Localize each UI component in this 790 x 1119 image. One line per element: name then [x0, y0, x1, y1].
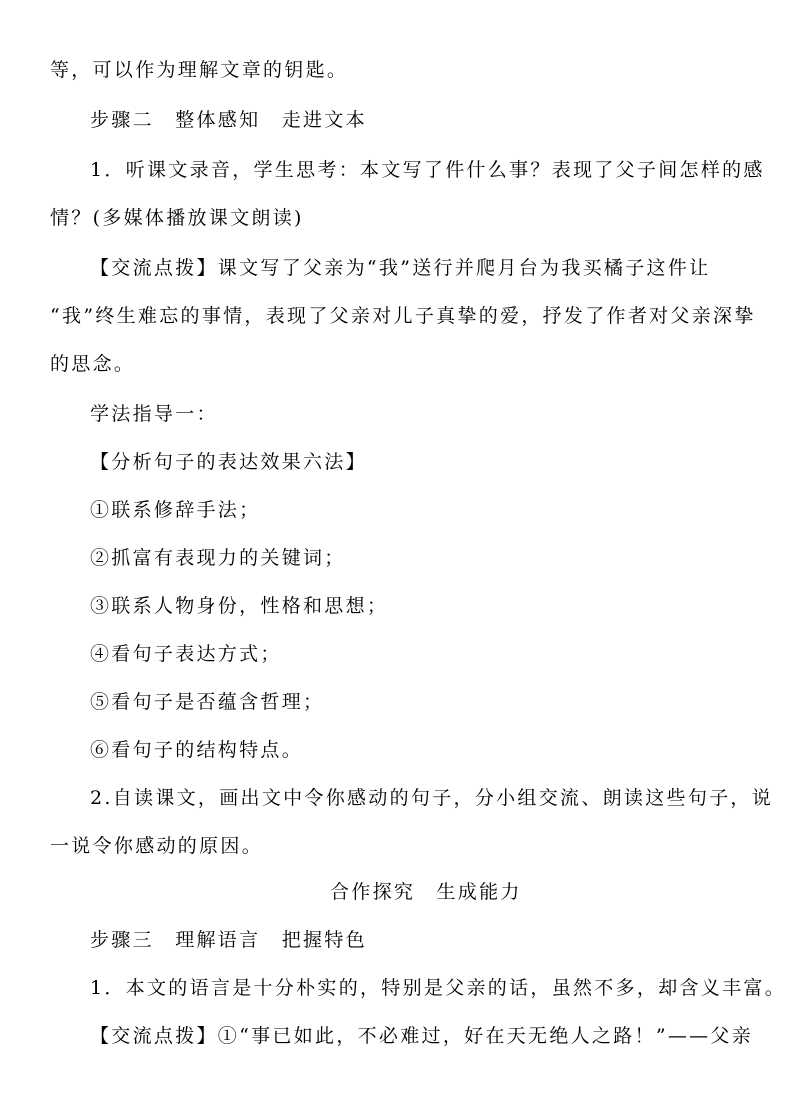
method-guide-heading: 学法指导一： [90, 403, 218, 425]
question-one-continuation: 情？(多媒体播放课文朗读) [50, 207, 304, 229]
discussion-note-continuation: “我”终生难忘的事情，表现了父亲对儿子真挚的爱，抒发了作者对父亲深挚 [50, 305, 756, 327]
discussion-note-end: 的思念。 [50, 353, 136, 375]
step-two-heading: 步骤二 整体感知 走进文本 [90, 109, 367, 131]
method-item: ⑤看句子是否蕴含哲理； [90, 691, 325, 713]
six-methods-title: 【分析句子的表达效果六法】 [90, 451, 367, 473]
section-heading: 合作探究 生成能力 [330, 881, 522, 903]
method-item: ③联系人物身份，性格和思想； [90, 595, 389, 617]
discussion-quote-line: 【交流点拨】①“事已如此，不必难过，好在天无绝人之路！”——父亲 [90, 1025, 754, 1047]
method-item: ⑥看句子的结构特点。 [90, 739, 304, 761]
paragraph-line: 等，可以作为理解文章的钥匙。 [50, 59, 349, 81]
question-one-line: 1．听课文录音，学生思考：本文写了件什么事？表现了父子间怎样的感 [90, 159, 765, 181]
discussion-note-line: 【交流点拨】课文写了父亲为“我”送行并爬月台为我买橘子这件让 [90, 257, 711, 279]
method-item: ②抓富有表现力的关键词； [90, 547, 346, 569]
method-item: ①联系修辞手法； [90, 499, 261, 521]
step-three-heading: 步骤三 理解语言 把握特色 [90, 929, 367, 951]
question-two-continuation: 一说令你感动的原因。 [50, 835, 264, 857]
question-two-line: 2.自读课文，画出文中令你感动的句子，分小组交流、朗读这些句子，说 [90, 787, 774, 809]
method-item: ④看句子表达方式； [90, 643, 282, 665]
language-point-line: 1．本文的语言是十分朴实的，特别是父亲的话，虽然不多，却含义丰富。 [90, 977, 786, 999]
